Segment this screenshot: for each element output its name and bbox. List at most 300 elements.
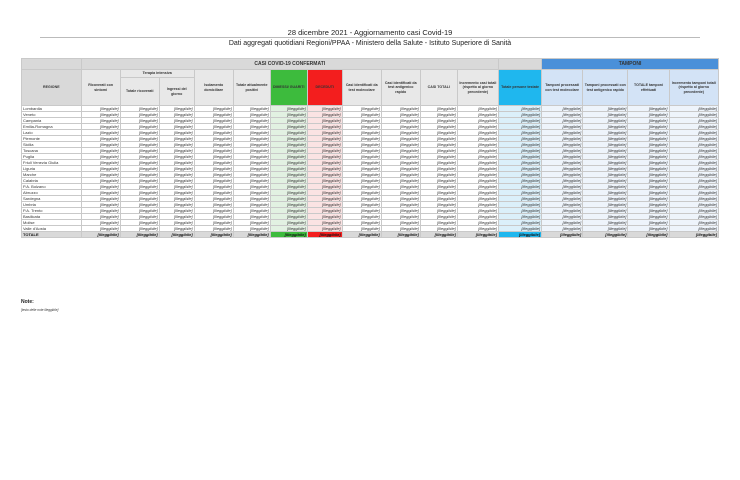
data-cell: [illeggibile] <box>307 214 342 220</box>
total-label: TOTALE <box>22 232 82 238</box>
data-cell: [illeggibile] <box>457 172 498 178</box>
data-cell: [illeggibile] <box>194 178 233 184</box>
region-name: Friuli Venezia Giulia <box>22 160 82 166</box>
data-cell: [illeggibile] <box>270 184 307 190</box>
data-cell: [illeggibile] <box>420 214 457 220</box>
data-cell: [illeggibile] <box>498 220 541 226</box>
data-cell: [illeggibile] <box>628 196 669 202</box>
data-cell: [illeggibile] <box>583 196 628 202</box>
data-cell: [illeggibile] <box>628 106 669 112</box>
data-cell: [illeggibile] <box>120 124 159 130</box>
data-cell: [illeggibile] <box>457 160 498 166</box>
data-cell: [illeggibile] <box>542 166 583 172</box>
data-cell: [illeggibile] <box>159 202 194 208</box>
data-cell: [illeggibile] <box>583 226 628 232</box>
col-tamp-totale-header: TOTALE tamponi effettuati <box>628 70 669 106</box>
data-cell: [illeggibile] <box>159 106 194 112</box>
data-cell: [illeggibile] <box>420 184 457 190</box>
data-cell: [illeggibile] <box>669 190 718 196</box>
data-cell: [illeggibile] <box>420 160 457 166</box>
data-cell: [illeggibile] <box>194 106 233 112</box>
data-cell: [illeggibile] <box>542 148 583 154</box>
data-cell: [illeggibile] <box>583 232 628 238</box>
data-cell: [illeggibile] <box>542 196 583 202</box>
data-cell: [illeggibile] <box>233 124 270 130</box>
data-cell: [illeggibile] <box>381 160 420 166</box>
data-cell: [illeggibile] <box>120 202 159 208</box>
col-ricoverati-header: Ricoverati con sintomi <box>81 70 120 106</box>
data-cell: [illeggibile] <box>342 166 381 172</box>
data-cell: [illeggibile] <box>420 172 457 178</box>
data-cell: [illeggibile] <box>628 220 669 226</box>
data-cell: [illeggibile] <box>457 136 498 142</box>
region-name: Sicilia <box>22 142 82 148</box>
data-cell: [illeggibile] <box>270 196 307 202</box>
data-cell: [illeggibile] <box>159 154 194 160</box>
data-cell: [illeggibile] <box>120 220 159 226</box>
data-cell: [illeggibile] <box>583 124 628 130</box>
data-cell: [illeggibile] <box>381 106 420 112</box>
data-cell: [illeggibile] <box>457 232 498 238</box>
data-cell: [illeggibile] <box>628 124 669 130</box>
page-title: 28 dicembre 2021 - Aggiornamento casi Covid-19 <box>287 28 453 37</box>
data-cell: [illeggibile] <box>81 190 120 196</box>
data-cell: [illeggibile] <box>159 226 194 232</box>
data-cell: [illeggibile] <box>120 166 159 172</box>
data-cell: [illeggibile] <box>342 106 381 112</box>
data-cell: [illeggibile] <box>81 214 120 220</box>
data-cell: [illeggibile] <box>669 202 718 208</box>
data-cell: [illeggibile] <box>457 214 498 220</box>
data-cell: [illeggibile] <box>270 112 307 118</box>
data-cell: [illeggibile] <box>420 106 457 112</box>
data-cell: [illeggibile] <box>194 208 233 214</box>
data-cell: [illeggibile] <box>669 196 718 202</box>
data-cell: [illeggibile] <box>542 112 583 118</box>
data-cell: [illeggibile] <box>270 154 307 160</box>
data-cell: [illeggibile] <box>342 202 381 208</box>
data-cell: [illeggibile] <box>194 160 233 166</box>
data-cell: [illeggibile] <box>669 220 718 226</box>
col-ti-ingressi-header: Ingressi del giorno <box>159 78 194 106</box>
data-cell: [illeggibile] <box>159 124 194 130</box>
data-cell: [illeggibile] <box>669 136 718 142</box>
data-cell: [illeggibile] <box>120 148 159 154</box>
data-cell: [illeggibile] <box>194 196 233 202</box>
data-cell: [illeggibile] <box>194 202 233 208</box>
data-cell: [illeggibile] <box>628 166 669 172</box>
data-cell: [illeggibile] <box>628 208 669 214</box>
data-cell: [illeggibile] <box>381 148 420 154</box>
data-cell: [illeggibile] <box>420 154 457 160</box>
data-cell: [illeggibile] <box>498 166 541 172</box>
band-tests: TAMPONI <box>542 59 719 70</box>
notes-section <box>21 299 701 312</box>
data-cell: [illeggibile] <box>669 172 718 178</box>
data-cell: [illeggibile] <box>120 208 159 214</box>
data-cell: [illeggibile] <box>307 178 342 184</box>
data-cell: [illeggibile] <box>194 112 233 118</box>
col-deceduti-header: DECEDUTI <box>307 70 342 106</box>
data-cell: [illeggibile] <box>420 226 457 232</box>
data-cell: [illeggibile] <box>669 154 718 160</box>
data-cell: [illeggibile] <box>381 172 420 178</box>
data-cell: [illeggibile] <box>669 106 718 112</box>
data-cell: [illeggibile] <box>120 178 159 184</box>
data-cell: [illeggibile] <box>194 172 233 178</box>
data-cell: [illeggibile] <box>270 202 307 208</box>
data-cell: [illeggibile] <box>120 154 159 160</box>
data-cell: [illeggibile] <box>542 130 583 136</box>
data-cell: [illeggibile] <box>420 208 457 214</box>
data-cell: [illeggibile] <box>542 190 583 196</box>
data-cell: [illeggibile] <box>81 202 120 208</box>
region-name: Lombardia <box>22 106 82 112</box>
data-cell: [illeggibile] <box>669 214 718 220</box>
data-cell: [illeggibile] <box>669 148 718 154</box>
data-cell: [illeggibile] <box>583 106 628 112</box>
data-cell: [illeggibile] <box>194 166 233 172</box>
data-cell: [illeggibile] <box>669 112 718 118</box>
data-cell: [illeggibile] <box>381 136 420 142</box>
data-cell: [illeggibile] <box>381 118 420 124</box>
region-name: Sardegna <box>22 196 82 202</box>
data-cell: [illeggibile] <box>270 190 307 196</box>
data-cell: [illeggibile] <box>628 172 669 178</box>
data-cell: [illeggibile] <box>420 232 457 238</box>
data-cell: [illeggibile] <box>628 184 669 190</box>
data-cell: [illeggibile] <box>457 154 498 160</box>
data-cell: [illeggibile] <box>381 154 420 160</box>
data-cell: [illeggibile] <box>669 178 718 184</box>
data-cell: [illeggibile] <box>542 154 583 160</box>
region-name: Abruzzo <box>22 190 82 196</box>
data-cell: [illeggibile] <box>270 142 307 148</box>
data-cell: [illeggibile] <box>233 202 270 208</box>
data-cell: [illeggibile] <box>420 148 457 154</box>
data-cell: [illeggibile] <box>120 190 159 196</box>
data-cell: [illeggibile] <box>307 232 342 238</box>
data-cell: [illeggibile] <box>270 124 307 130</box>
data-cell: [illeggibile] <box>81 226 120 232</box>
data-cell: [illeggibile] <box>498 112 541 118</box>
region-name: P.A. Trento <box>22 208 82 214</box>
col-guariti-header: DIMESSI/ GUARITI <box>270 70 307 106</box>
data-cell: [illeggibile] <box>342 142 381 148</box>
data-cell: [illeggibile] <box>381 202 420 208</box>
data-cell: [illeggibile] <box>233 106 270 112</box>
data-cell: [illeggibile] <box>669 226 718 232</box>
data-cell: [illeggibile] <box>498 106 541 112</box>
col-positivi-header: Totale attualmente positivi <box>233 70 270 106</box>
data-cell: [illeggibile] <box>307 124 342 130</box>
data-cell: [illeggibile] <box>307 172 342 178</box>
col-tamp-molecolare-header: Tamponi processati con test molecolare <box>542 70 583 106</box>
region-name: Veneto <box>22 112 82 118</box>
data-cell: [illeggibile] <box>583 220 628 226</box>
data-cell: [illeggibile] <box>307 184 342 190</box>
data-cell: [illeggibile] <box>233 232 270 238</box>
data-cell: [illeggibile] <box>420 190 457 196</box>
data-cell: [illeggibile] <box>270 160 307 166</box>
region-name: Calabria <box>22 178 82 184</box>
data-cell: [illeggibile] <box>457 106 498 112</box>
data-cell: [illeggibile] <box>669 208 718 214</box>
data-cell: [illeggibile] <box>542 214 583 220</box>
col-tamp-antigenico-header: Tamponi processati con test antigenico rapido <box>583 70 628 106</box>
col-tamp-incremento-header: Incremento tamponi totali (rispetto al giorno precedente) <box>669 70 718 106</box>
data-cell: [illeggibile] <box>194 118 233 124</box>
data-cell: [illeggibile] <box>159 208 194 214</box>
data-cell: [illeggibile] <box>120 184 159 190</box>
data-cell: [illeggibile] <box>583 130 628 136</box>
data-cell: [illeggibile] <box>381 112 420 118</box>
data-cell: [illeggibile] <box>307 130 342 136</box>
data-cell: [illeggibile] <box>270 166 307 172</box>
table-body <box>22 106 719 238</box>
data-cell: [illeggibile] <box>159 148 194 154</box>
band-spacer <box>22 59 82 70</box>
data-cell: [illeggibile] <box>159 172 194 178</box>
data-cell: [illeggibile] <box>194 130 233 136</box>
data-cell: [illeggibile] <box>542 232 583 238</box>
data-cell: [illeggibile] <box>420 202 457 208</box>
data-cell: [illeggibile] <box>81 232 120 238</box>
data-cell: [illeggibile] <box>120 214 159 220</box>
data-cell: [illeggibile] <box>583 142 628 148</box>
data-cell: [illeggibile] <box>381 130 420 136</box>
data-cell: [illeggibile] <box>542 226 583 232</box>
data-cell: [illeggibile] <box>342 178 381 184</box>
data-cell: [illeggibile] <box>420 178 457 184</box>
data-cell: [illeggibile] <box>81 124 120 130</box>
data-cell: [illeggibile] <box>381 226 420 232</box>
data-cell: [illeggibile] <box>420 118 457 124</box>
data-cell: [illeggibile] <box>542 106 583 112</box>
data-cell: [illeggibile] <box>420 112 457 118</box>
data-cell: [illeggibile] <box>498 232 541 238</box>
data-cell: [illeggibile] <box>583 178 628 184</box>
data-cell: [illeggibile] <box>628 136 669 142</box>
data-cell: [illeggibile] <box>457 178 498 184</box>
data-cell: [illeggibile] <box>628 160 669 166</box>
data-cell: [illeggibile] <box>342 112 381 118</box>
data-cell: [illeggibile] <box>159 142 194 148</box>
data-cell: [illeggibile] <box>159 220 194 226</box>
data-cell: [illeggibile] <box>342 232 381 238</box>
data-cell: [illeggibile] <box>81 148 120 154</box>
data-cell: [illeggibile] <box>233 118 270 124</box>
data-cell: [illeggibile] <box>307 154 342 160</box>
data-cell: [illeggibile] <box>270 208 307 214</box>
data-cell: [illeggibile] <box>120 160 159 166</box>
data-cell: [illeggibile] <box>457 130 498 136</box>
data-cell: [illeggibile] <box>628 154 669 160</box>
data-cell: [illeggibile] <box>81 118 120 124</box>
data-cell: [illeggibile] <box>498 196 541 202</box>
region-name: Emilia-Romagna <box>22 124 82 130</box>
data-cell: [illeggibile] <box>81 166 120 172</box>
data-cell: [illeggibile] <box>542 142 583 148</box>
data-cell: [illeggibile] <box>669 166 718 172</box>
region-name: Umbria <box>22 202 82 208</box>
data-cell: [illeggibile] <box>457 202 498 208</box>
data-cell: [illeggibile] <box>542 220 583 226</box>
data-cell: [illeggibile] <box>583 160 628 166</box>
data-cell: [illeggibile] <box>583 154 628 160</box>
data-cell: [illeggibile] <box>233 220 270 226</box>
data-cell: [illeggibile] <box>233 172 270 178</box>
data-cell: [illeggibile] <box>270 172 307 178</box>
data-cell: [illeggibile] <box>159 214 194 220</box>
data-cell: [illeggibile] <box>457 220 498 226</box>
region-name: Lazio <box>22 130 82 136</box>
data-cell: [illeggibile] <box>628 178 669 184</box>
data-cell: [illeggibile] <box>81 142 120 148</box>
data-cell: [illeggibile] <box>669 118 718 124</box>
data-cell: [illeggibile] <box>81 184 120 190</box>
data-cell: [illeggibile] <box>194 226 233 232</box>
data-cell: [illeggibile] <box>270 130 307 136</box>
data-cell: [illeggibile] <box>81 172 120 178</box>
data-cell: [illeggibile] <box>498 226 541 232</box>
data-cell: [illeggibile] <box>542 136 583 142</box>
data-cell: [illeggibile] <box>542 172 583 178</box>
data-cell: [illeggibile] <box>342 172 381 178</box>
band-spacer <box>498 59 541 70</box>
data-cell: [illeggibile] <box>342 130 381 136</box>
data-cell: [illeggibile] <box>307 160 342 166</box>
data-cell: [illeggibile] <box>498 184 541 190</box>
data-cell: [illeggibile] <box>381 196 420 202</box>
data-cell: [illeggibile] <box>342 136 381 142</box>
data-cell: [illeggibile] <box>542 124 583 130</box>
data-cell: [illeggibile] <box>498 172 541 178</box>
data-cell: [illeggibile] <box>457 184 498 190</box>
col-ti-totale-header: Totale ricoverati <box>120 78 159 106</box>
col-antigenico-header: Casi identificati da test antigenico rapido <box>381 70 420 106</box>
data-cell: [illeggibile] <box>194 220 233 226</box>
region-name: Marche <box>22 172 82 178</box>
data-cell: [illeggibile] <box>233 226 270 232</box>
data-cell: [illeggibile] <box>498 124 541 130</box>
data-cell: [illeggibile] <box>307 106 342 112</box>
data-cell: [illeggibile] <box>81 178 120 184</box>
data-cell: [illeggibile] <box>628 142 669 148</box>
data-cell: [illeggibile] <box>307 112 342 118</box>
data-cell: [illeggibile] <box>583 166 628 172</box>
data-cell: [illeggibile] <box>270 106 307 112</box>
data-cell: [illeggibile] <box>457 190 498 196</box>
data-cell: [illeggibile] <box>270 148 307 154</box>
data-cell: [illeggibile] <box>342 208 381 214</box>
data-cell: [illeggibile] <box>120 172 159 178</box>
data-cell: [illeggibile] <box>457 148 498 154</box>
data-cell: [illeggibile] <box>307 220 342 226</box>
region-name: Puglia <box>22 154 82 160</box>
data-cell: [illeggibile] <box>498 190 541 196</box>
data-cell: [illeggibile] <box>270 220 307 226</box>
col-persone-testate-header: Totale persone testate <box>498 70 541 106</box>
data-cell: [illeggibile] <box>342 184 381 190</box>
data-cell: [illeggibile] <box>498 118 541 124</box>
data-cell: [illeggibile] <box>498 202 541 208</box>
data-cell: [illeggibile] <box>307 202 342 208</box>
data-cell: [illeggibile] <box>420 142 457 148</box>
data-cell: [illeggibile] <box>542 178 583 184</box>
band-cases: CASI COVID-19 CONFERMATI <box>81 59 498 70</box>
data-cell: [illeggibile] <box>628 214 669 220</box>
data-cell: [illeggibile] <box>628 232 669 238</box>
data-cell: [illeggibile] <box>457 124 498 130</box>
data-cell: [illeggibile] <box>420 130 457 136</box>
total-row <box>22 232 719 238</box>
col-casi-totali-header: CASI TOTALI <box>420 70 457 106</box>
data-cell: [illeggibile] <box>233 214 270 220</box>
data-cell: [illeggibile] <box>498 130 541 136</box>
data-cell: [illeggibile] <box>81 208 120 214</box>
data-cell: [illeggibile] <box>342 196 381 202</box>
col-incremento-header: Incremento casi totali (rispetto al giorno precedente) <box>457 70 498 106</box>
data-cell: [illeggibile] <box>628 202 669 208</box>
data-cell: [illeggibile] <box>381 220 420 226</box>
data-cell: [illeggibile] <box>381 142 420 148</box>
data-cell: [illeggibile] <box>159 136 194 142</box>
data-cell: [illeggibile] <box>498 136 541 142</box>
data-cell: [illeggibile] <box>307 142 342 148</box>
data-cell: [illeggibile] <box>381 166 420 172</box>
data-cell: [illeggibile] <box>498 178 541 184</box>
data-cell: [illeggibile] <box>233 148 270 154</box>
data-cell: [illeggibile] <box>233 184 270 190</box>
data-cell: [illeggibile] <box>669 232 718 238</box>
data-cell: [illeggibile] <box>159 184 194 190</box>
data-cell: [illeggibile] <box>307 226 342 232</box>
data-cell: [illeggibile] <box>159 118 194 124</box>
data-cell: [illeggibile] <box>420 136 457 142</box>
data-cell: [illeggibile] <box>628 130 669 136</box>
data-cell: [illeggibile] <box>270 214 307 220</box>
data-cell: [illeggibile] <box>381 208 420 214</box>
data-cell: [illeggibile] <box>233 178 270 184</box>
data-cell: [illeggibile] <box>457 166 498 172</box>
data-cell: [illeggibile] <box>159 166 194 172</box>
data-cell: [illeggibile] <box>342 154 381 160</box>
region-name: Piemonte <box>22 136 82 142</box>
data-cell: [illeggibile] <box>159 232 194 238</box>
data-cell: [illeggibile] <box>457 112 498 118</box>
data-cell: [illeggibile] <box>669 160 718 166</box>
data-cell: [illeggibile] <box>233 112 270 118</box>
data-cell: [illeggibile] <box>233 196 270 202</box>
data-cell: [illeggibile] <box>120 226 159 232</box>
data-cell: [illeggibile] <box>628 190 669 196</box>
data-cell: [illeggibile] <box>669 124 718 130</box>
data-cell: [illeggibile] <box>628 112 669 118</box>
data-cell: [illeggibile] <box>159 190 194 196</box>
data-cell: [illeggibile] <box>583 208 628 214</box>
region-name: P.A. Bolzano <box>22 184 82 190</box>
data-cell: [illeggibile] <box>233 142 270 148</box>
data-cell: [illeggibile] <box>342 220 381 226</box>
data-cell: [illeggibile] <box>81 196 120 202</box>
data-cell: [illeggibile] <box>457 226 498 232</box>
col-region-header: REGIONE <box>22 70 82 106</box>
data-cell: [illeggibile] <box>498 142 541 148</box>
data-cell: [illeggibile] <box>669 130 718 136</box>
data-cell: [illeggibile] <box>307 148 342 154</box>
covid-data-table <box>21 58 719 238</box>
